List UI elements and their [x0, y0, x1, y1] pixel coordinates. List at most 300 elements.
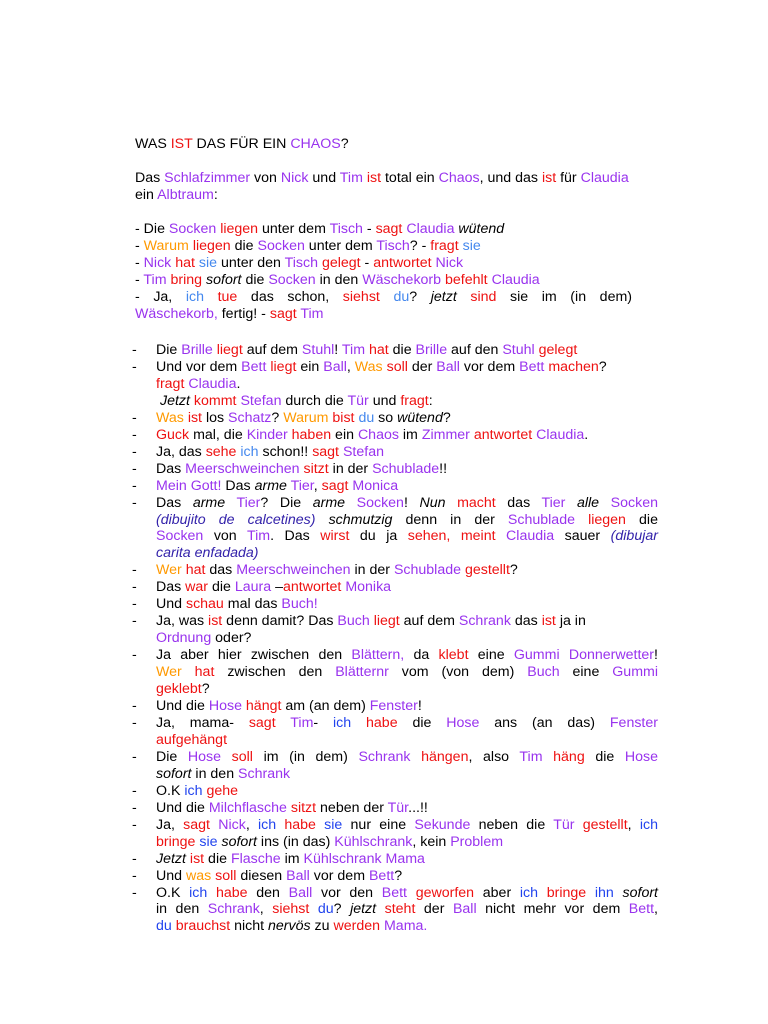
list-item-line: [156, 766, 658, 783]
text-run: habe: [366, 714, 398, 731]
text-run: ,: [259, 901, 273, 918]
text-run: Nick: [218, 816, 246, 833]
list-item-line: [156, 495, 658, 512]
text-run: ,: [346, 358, 355, 375]
text-run: Das: [156, 494, 193, 511]
text-run: Und die: [156, 698, 209, 715]
list-item-line: [156, 579, 658, 596]
text-run: der: [415, 901, 453, 918]
text-run: und: [368, 392, 401, 409]
text-run: hat: [194, 664, 215, 681]
text-run: ?: [340, 136, 349, 152]
text-run: . Das: [270, 528, 321, 545]
text-run: du: [393, 289, 410, 306]
text-run: [565, 495, 577, 511]
text-run: ein: [296, 358, 324, 375]
text-run: vor den: [312, 884, 382, 901]
text-run: -: [362, 221, 376, 237]
text-run: Schublade: [507, 511, 575, 528]
list-item: [132, 478, 658, 495]
text-run: schau: [185, 596, 224, 613]
text-run: Tisch: [284, 255, 318, 272]
text-run: steht: [384, 901, 416, 918]
text-run: .: [584, 426, 589, 443]
text-run: Ball: [452, 901, 477, 918]
text-run: Claudia: [188, 375, 237, 392]
text-run: sofort: [221, 833, 257, 850]
text-run: ist: [366, 170, 382, 186]
text-run: Tim: [341, 342, 366, 358]
text-run: Tisch: [376, 238, 410, 255]
text-run: Socken: [268, 272, 316, 289]
text-run: liegen: [192, 238, 231, 255]
intro-paragraph: [135, 170, 633, 204]
text-run: sehe: [205, 443, 237, 460]
text-run: Das: [156, 579, 186, 596]
text-run: Bett: [241, 358, 267, 375]
text-run: fertig! -: [217, 306, 270, 323]
text-run: die: [241, 272, 269, 289]
text-run: Bett: [519, 358, 545, 375]
text-run: Stuhl: [301, 342, 335, 358]
text-run: Ball: [436, 358, 460, 375]
text-run: nicht mehr vor dem: [476, 901, 629, 918]
text-run: das schon,: [237, 289, 343, 306]
text-run: ?: [333, 901, 351, 918]
text-run: Chaos: [357, 426, 399, 443]
text-run: Tim: [519, 748, 543, 765]
text-run: Ja, mama-: [156, 714, 249, 731]
text-run: unter den: [217, 255, 285, 272]
text-run: geklebt: [156, 681, 202, 698]
text-run: habe: [284, 816, 316, 833]
text-run: Stuhl: [502, 342, 535, 358]
text-run: Flasche: [230, 850, 281, 867]
text-run: hängen: [421, 748, 469, 765]
text-run: in den: [315, 272, 363, 289]
text-run: wütend: [397, 409, 443, 426]
text-run: :: [428, 392, 433, 409]
text-run: Das: [221, 477, 255, 494]
text-run: Stefan: [240, 392, 282, 409]
text-run: Bett: [628, 901, 655, 918]
text-run: !: [403, 494, 420, 511]
text-run: neben der: [316, 799, 388, 816]
text-run: schmutzig: [328, 511, 393, 528]
text-run: [204, 289, 218, 305]
text-run: Buch: [527, 664, 560, 681]
text-run: Tim: [290, 714, 314, 731]
text-run: oder?: [211, 630, 252, 647]
list-item-line: [156, 698, 658, 715]
text-run: ins (in das): [256, 833, 335, 850]
text-run: den: [247, 884, 289, 901]
list-item-line: [156, 749, 658, 766]
text-run: ? Die: [260, 494, 313, 511]
text-run: aber: [474, 884, 520, 901]
text-run: nervös: [268, 918, 311, 935]
text-run: Schrank: [207, 901, 260, 918]
text-run: Und die: [156, 799, 209, 816]
list-item: [132, 698, 658, 715]
text-run: fragt: [400, 392, 429, 409]
text-run: Das: [135, 170, 165, 186]
text-run: Brille: [181, 342, 213, 358]
text-run: [316, 817, 324, 833]
text-run: Tier: [541, 494, 566, 511]
list-item: [132, 359, 658, 393]
text-run: Ball: [323, 358, 347, 375]
text-run: haben: [291, 426, 332, 443]
text-run: ich: [185, 289, 204, 306]
text-run: Meerschweinchen: [185, 460, 300, 477]
text-run: Fenster: [369, 698, 418, 715]
text-run: durch die: [281, 392, 348, 409]
text-run: sagt: [375, 221, 403, 237]
list-item-line: [156, 817, 658, 834]
text-run: arme: [192, 494, 226, 511]
text-run: [599, 495, 611, 511]
text-run: sofort: [156, 765, 192, 782]
text-run: Claudia: [536, 426, 585, 443]
text-run: Kühlschrank Mama: [303, 850, 425, 867]
text-run: Bett: [368, 867, 395, 884]
text-run: ?: [271, 409, 284, 426]
text-run: nur eine: [342, 816, 415, 833]
text-run: arme: [312, 494, 346, 511]
text-run: jetzt: [350, 901, 377, 918]
text-run: Meerschweinchen: [236, 562, 351, 579]
text-run: vor dem: [309, 867, 369, 884]
dialog-line: [135, 272, 632, 289]
text-run: Was: [354, 358, 383, 375]
text-run: gestellt: [582, 816, 628, 833]
text-run: los: [202, 409, 229, 426]
list-item-line: [156, 528, 658, 545]
list-item: [132, 562, 658, 579]
text-run: Stefan: [342, 443, 384, 460]
text-run: [574, 817, 582, 833]
text-run: du: [317, 901, 334, 918]
text-run: Brille: [415, 342, 448, 358]
text-run: Ball: [288, 884, 313, 901]
text-run: Schublade: [372, 460, 440, 477]
text-run: Wäschekorb: [362, 272, 442, 289]
text-run: ? -: [409, 238, 431, 255]
text-run: Socken: [168, 221, 217, 237]
text-run: Das: [156, 460, 186, 477]
list-item: [132, 715, 658, 749]
text-run: unter dem: [258, 221, 330, 237]
text-run: [614, 885, 623, 901]
text-run: Sekunde: [414, 816, 471, 833]
dialog-line: [135, 238, 632, 255]
text-run: Albtraum: [157, 187, 214, 203]
text-run: [351, 715, 366, 731]
text-run: mal das: [223, 596, 282, 613]
text-run: Ja aber hier zwischen den: [156, 647, 352, 664]
text-run: hat: [175, 255, 195, 272]
text-run: [496, 528, 507, 544]
text-run: DAS FÜR EIN: [192, 136, 291, 152]
text-run: -: [313, 714, 334, 731]
text-run: -: [135, 255, 144, 272]
text-run: antwortet: [283, 579, 342, 596]
list-item-line: [156, 783, 658, 800]
text-run: häng: [553, 748, 585, 765]
text-run: Problem: [450, 833, 504, 850]
text-run: -: [135, 272, 144, 289]
list-item-line: [156, 359, 658, 376]
document-title: [135, 136, 349, 153]
text-run: sagt: [269, 306, 297, 323]
text-run: machen: [548, 358, 599, 375]
text-run: ich: [184, 782, 203, 799]
text-run: ,: [313, 477, 322, 494]
text-run: Tim: [339, 170, 363, 186]
list-item-line: [156, 834, 658, 851]
text-run: ?: [598, 358, 607, 375]
text-run: O.K: [156, 782, 185, 799]
text-run: Schrank: [358, 748, 411, 765]
text-run: carita enfadada): [156, 545, 259, 562]
list-item: [132, 596, 658, 613]
text-run: :: [213, 187, 218, 203]
text-run: Laura: [234, 579, 272, 596]
text-run: sagt: [183, 816, 210, 833]
list-item-line: [156, 868, 658, 885]
text-run: in den: [156, 901, 208, 918]
text-run: Schrank: [238, 765, 291, 782]
text-run: die: [584, 748, 625, 765]
text-run: Und vor dem: [156, 358, 242, 375]
text-run: die: [625, 511, 658, 528]
text-run: geworfen: [415, 884, 475, 901]
text-run: Zimmer: [421, 426, 470, 443]
text-run: siehst: [272, 901, 310, 918]
text-run: [221, 749, 232, 765]
text-run: Claudia: [580, 170, 629, 186]
text-run: auf den: [447, 342, 503, 358]
list-item-line: [156, 478, 658, 495]
list-item-line: [156, 681, 658, 698]
text-run: im: [280, 850, 304, 867]
text-run: du: [156, 918, 172, 935]
text-run: jetzt: [430, 289, 457, 306]
text-run: [407, 885, 416, 901]
dialog-line: [135, 221, 632, 238]
text-run: Mein Gott!: [156, 477, 222, 494]
text-run: meint: [460, 528, 496, 545]
text-run: sie: [462, 238, 481, 255]
text-run: in der: [350, 562, 394, 579]
list-item: [132, 851, 658, 868]
text-run: ...!!: [408, 799, 428, 816]
text-run: liegt: [270, 358, 297, 375]
text-run: Tim: [300, 306, 324, 323]
text-run: Socken: [257, 238, 305, 255]
text-run: Nun: [419, 494, 446, 511]
text-run: [380, 289, 394, 305]
list-item: [132, 495, 658, 563]
text-run: sie im (in dem): [496, 289, 632, 306]
text-run: ,: [654, 901, 658, 918]
text-run: ,: [245, 816, 258, 833]
text-run: werden: [333, 918, 381, 935]
text-run: Guck: [156, 426, 190, 443]
text-run: soll: [231, 748, 253, 765]
list-item: [132, 817, 658, 851]
text-run: Tisch: [329, 221, 363, 237]
text-run: Tier: [236, 494, 261, 511]
text-run: Tim: [246, 528, 271, 545]
list-item-line: [156, 410, 658, 427]
text-run: Warum: [143, 238, 189, 255]
text-run: Socken: [156, 528, 204, 545]
text-run: liegen: [588, 511, 626, 528]
text-run: bringe: [546, 884, 587, 901]
text-run: Blätternr: [335, 664, 389, 681]
text-run: Claudia: [406, 221, 455, 237]
list-item: [132, 579, 658, 596]
text-run: hängt: [245, 698, 282, 715]
text-run: Nick: [435, 255, 464, 272]
text-run: ich: [639, 816, 658, 833]
text-run: ?: [409, 289, 431, 306]
text-run: [376, 901, 385, 917]
text-run: ich: [519, 884, 539, 901]
text-run: !: [334, 342, 342, 358]
text-run: - Ja,: [135, 289, 186, 306]
list-item-line: [156, 427, 658, 444]
dialog-line: [135, 289, 632, 306]
text-run: Claudia: [506, 528, 555, 545]
text-run: - Die: [135, 221, 169, 237]
text-run: Nick: [280, 170, 309, 186]
text-run: eine: [559, 664, 613, 681]
text-run: gestellt: [464, 562, 510, 579]
text-run: !: [417, 698, 422, 715]
text-run: soll: [215, 867, 237, 884]
text-run: Hose: [446, 714, 480, 731]
text-run: Chaos: [438, 170, 480, 186]
text-run: da: [404, 647, 439, 664]
text-run: ist: [541, 613, 556, 630]
text-run: hat: [368, 342, 389, 358]
text-run: das: [205, 562, 237, 579]
text-run: [309, 901, 318, 917]
text-run: brauchst: [175, 918, 231, 935]
text-run: Und: [156, 596, 186, 613]
text-run: das: [510, 613, 542, 630]
list-item: [132, 427, 658, 444]
list-item: [132, 393, 658, 410]
text-run: die: [204, 850, 231, 867]
text-run: O.K: [156, 884, 190, 901]
text-run: Tim: [143, 272, 167, 289]
text-run: vom (von dem): [388, 664, 528, 681]
text-run: auf dem: [399, 613, 459, 630]
text-run: bringe: [156, 833, 196, 850]
list-item: [132, 613, 658, 647]
text-run: , kein: [412, 833, 451, 850]
text-run: ich: [189, 884, 208, 901]
text-run: habe: [215, 884, 248, 901]
text-run: Und: [156, 867, 186, 884]
text-run: total ein: [381, 170, 439, 186]
text-run: Milchflasche: [208, 799, 287, 816]
text-run: sie: [324, 816, 343, 833]
text-run: schon!!: [258, 443, 313, 460]
text-run: sehen,: [407, 528, 451, 545]
list-item-line: [156, 918, 658, 935]
text-run: in den: [191, 765, 239, 782]
text-run: (dibujito de calcetines): [156, 511, 316, 528]
text-run: Monika: [345, 579, 392, 596]
text-run: ein: [135, 187, 158, 203]
text-run: Die: [156, 748, 188, 765]
text-run: sind: [470, 289, 497, 306]
text-run: Bett: [381, 884, 407, 901]
text-run: [575, 512, 588, 528]
text-run: Wer: [156, 562, 182, 579]
text-run: soll: [386, 358, 408, 375]
text-run: Monica: [352, 477, 399, 494]
text-run: liegt: [216, 342, 243, 358]
list-item-line: [156, 444, 658, 461]
text-run: !: [654, 647, 658, 664]
text-run: im (in dem): [252, 748, 359, 765]
list-item-line: [156, 732, 658, 749]
list-item: [132, 647, 658, 698]
text-run: fragt: [430, 238, 459, 255]
text-run: Hose: [187, 748, 222, 765]
text-run: du: [358, 409, 375, 426]
list-item: [132, 461, 658, 478]
text-run: Jetzt: [156, 850, 186, 867]
text-run: was: [185, 867, 212, 884]
list-item: [132, 783, 658, 800]
text-run: ist: [187, 409, 202, 426]
list-item: [132, 342, 658, 359]
text-run: gelegt: [321, 255, 361, 272]
list-item-line: [156, 545, 658, 562]
text-run: am (an dem): [281, 698, 370, 715]
text-run: zwischen den: [214, 664, 336, 681]
text-run: Ja, das: [156, 443, 206, 460]
text-run: ja in: [555, 613, 586, 630]
text-run: gehe: [206, 782, 239, 799]
text-run: Wäschekorb,: [135, 306, 218, 323]
text-run: Ordnung: [156, 630, 212, 647]
text-run: ich: [258, 816, 277, 833]
text-run: die: [397, 714, 447, 731]
text-run: CHAOS: [290, 136, 341, 152]
text-run: Tür: [553, 816, 575, 833]
text-run: alle: [576, 494, 600, 511]
text-run: Hose: [624, 748, 658, 765]
list-item-line: [156, 664, 658, 681]
text-run: [207, 885, 216, 901]
list-item-line: [156, 647, 658, 664]
list-item: [132, 749, 658, 783]
text-run: .: [236, 375, 241, 392]
text-run: Fenster: [609, 714, 658, 731]
text-run: befehlt: [445, 272, 488, 289]
text-run: Buch!: [281, 596, 318, 613]
text-run: ,: [627, 816, 640, 833]
text-run: wütend: [458, 221, 505, 237]
